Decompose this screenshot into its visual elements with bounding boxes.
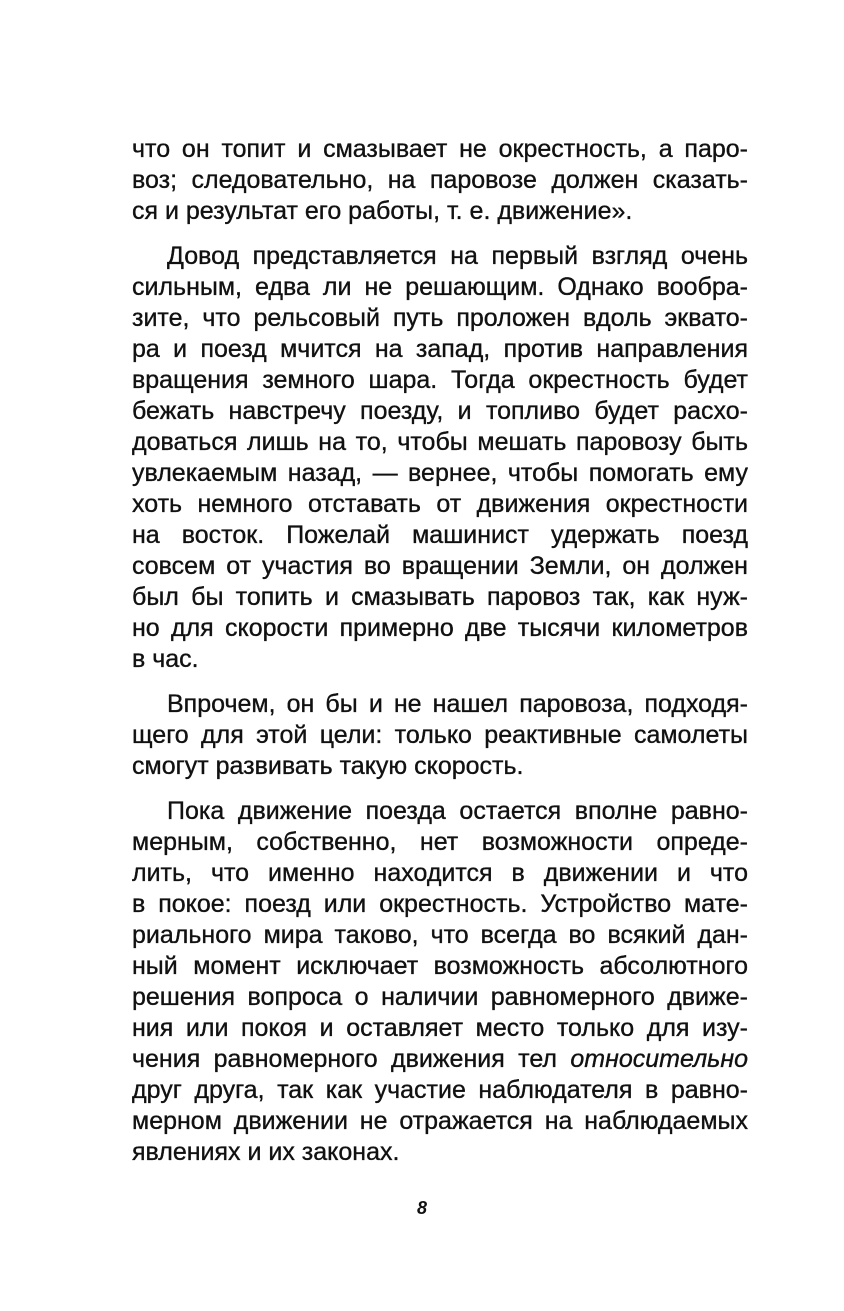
text-line: щего для этой цели: только реактивные самолеты [132, 721, 748, 749]
text-line: ра и поезд мчится на запад, против направления [132, 335, 748, 363]
text-line: друг друга, так как участие наблюдателя в равно- [132, 1076, 748, 1104]
text-line [132, 1044, 748, 1075]
text-line: был бы топить и смазывать паровоз так, как нуж- [132, 583, 748, 611]
text-line: явлениях и их законах. [132, 1138, 400, 1166]
text-line: мерным, собственно, нет возможности опреде- [132, 828, 748, 856]
text-line: бежать навстречу поезду, и топливо будет расхо- [132, 397, 748, 425]
paragraph-2 [132, 241, 748, 675]
text-line: ся и результат его работы, т. е. движение». [132, 197, 633, 225]
text-line: лить, что именно находится в движении и что [132, 859, 748, 887]
text-line: в час. [132, 645, 199, 673]
page-number: 8 [416, 1198, 427, 1218]
text-line: Пока движение поезда остается вполне равно- [167, 797, 748, 825]
emphasized-word: относительно [570, 1045, 748, 1073]
text-line: на восток. Пожелай машинист удержать поезд [132, 521, 748, 549]
paragraph-3 [132, 689, 748, 782]
text-line: сильным, едва ли не решающим. Однако вообра- [132, 273, 748, 301]
text-line: Впрочем, он бы и не нашел паровоза, подходя- [167, 690, 748, 718]
text-line: мерном движении не отражается на наблюдаемых [132, 1107, 748, 1135]
body-text [132, 134, 748, 1168]
text-line: ный момент исключает возможность абсолютного [132, 952, 748, 980]
text-line: Довод представляется на первый взгляд очень [167, 242, 748, 270]
text-line: воз; следовательно, на паровозе должен сказать- [132, 166, 748, 194]
text-line: но для скорости примерно две тысячи километров [132, 614, 748, 642]
text-line: риального мира таково, что всегда во всякий дан- [132, 921, 748, 949]
text-line: хоть немного отставать от движения окрестности [132, 490, 748, 518]
paragraph-1 [132, 134, 748, 227]
text-line: доваться лишь на то, чтобы мешать паровозу быть [132, 428, 748, 456]
text-line: зите, что рельсовый путь проложен вдоль эквато- [132, 304, 748, 332]
text-line: смогут развивать такую скорость. [132, 752, 524, 780]
text-line: вращения земного шара. Тогда окрестность будет [132, 366, 748, 394]
paragraph-4 [132, 796, 748, 1168]
text-line: решения вопроса о наличии равномерного движе- [132, 983, 748, 1011]
text-line: в покое: поезд или окрестность. Устройство мате- [132, 890, 748, 918]
text-line: ния или покоя и оставляет место только для изу- [132, 1014, 748, 1042]
line-text: чения равномерного движения тел [132, 1045, 571, 1073]
text-line: увлекаемым назад, — вернее, чтобы помогать ему [132, 459, 748, 487]
text-line: совсем от участия во вращении Земли, он должен [132, 552, 748, 580]
text-line: что он топит и смазывает не окрестность, а паро- [132, 135, 748, 163]
